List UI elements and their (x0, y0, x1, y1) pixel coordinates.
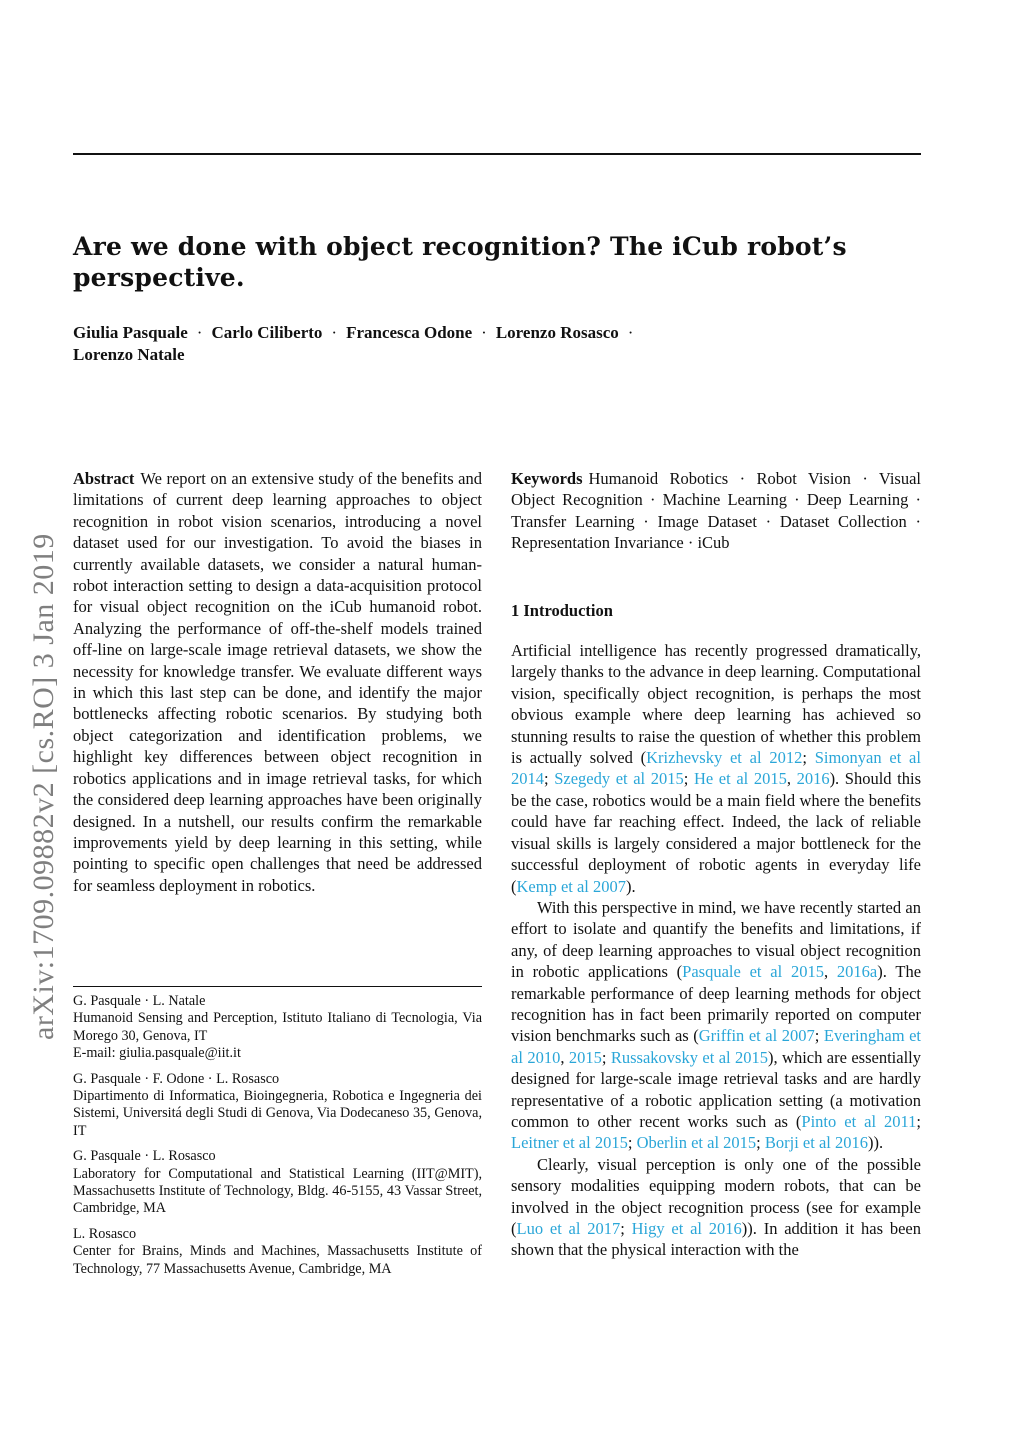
citation-link[interactable]: Borji et al 2016 (764, 1133, 868, 1153)
citation-link[interactable]: Kemp et al 2007 (516, 876, 627, 896)
author: Lorenzo Natale (73, 345, 185, 364)
abstract-label: Abstract (73, 469, 135, 488)
text-run: Clearly, visual perception is only one of the possible sensory modalities equipping modern robots, that can be involved in the object recognition process (see for example ( (511, 1154, 921, 1238)
affiliation-names: L. Rosasco (73, 1225, 137, 1242)
author-separator: · (481, 323, 487, 342)
author: Francesca Odone (346, 323, 473, 342)
citation-link[interactable]: He et al 2015 (693, 769, 787, 789)
text-run: ), which are essentially designed for large-scale image retrieval tasks and are hardly representative of a robotic application setting (a motivation common to other recent works such as ( (511, 1047, 922, 1131)
affiliation-address: Humanoid Sensing and Perception, Istituto Italiano di Tecnologia, Via Morego 30, Genova, IT (73, 1010, 482, 1044)
citation-link[interactable]: Higy et al 2016 (631, 1219, 742, 1238)
author: Giulia Pasquale (73, 323, 188, 342)
affiliation-address: Center for Brains, Minds and Machines, Massachusetts Institute of Technology, 77 Massachusetts Avenue, Cambridge, MA (73, 1243, 482, 1277)
citation-link[interactable]: Everingham et al 2010 (511, 1026, 922, 1067)
text-run: ; (756, 1133, 765, 1153)
affiliation-address: Dipartimento di Informatica, Bioingegneria, Robotica e Ingegneria dei Sistemi, Universitá degli Studi di Genova, Via Dodecaneso 35, Genova, IT (73, 1088, 482, 1139)
citation-link[interactable]: 2016a (836, 962, 878, 982)
author-separator: · (627, 323, 634, 342)
affiliations (73, 993, 482, 1286)
citation-link[interactable]: Russakovsky et al 2015 (610, 1047, 769, 1067)
intro-paragraph-3 (511, 1154, 921, 1261)
keywords-block (511, 468, 921, 554)
citation-link[interactable]: Luo et al 2017 (516, 1219, 621, 1238)
affiliation (73, 1071, 482, 1141)
author-separator: · (331, 323, 338, 342)
text-run: ). (626, 876, 636, 896)
citation-link[interactable]: Simonyan et al 2014 (511, 748, 921, 789)
citation-link[interactable]: Oberlin et al 2015 (636, 1133, 757, 1153)
text-run: ). Should this be the case, robotics would be a main field where the benefits could have far reaching effect. Indeed, the lack of reliable visual skills is largely considered a major bottleneck for the successful deployment of robotic agents in everyday life ( (511, 769, 921, 896)
citation-link[interactable]: 2016 (796, 769, 830, 789)
citation-link[interactable]: Leitner et al 2015 (511, 1133, 628, 1153)
citation-link[interactable]: Pinto et al 2011 (801, 1111, 917, 1131)
text-run: , (824, 962, 837, 982)
text-run: Artificial intelligence has recently progressed dramatically, largely thanks to the advance in deep learning. Computational vision, specifically object recognition, is perhaps the most obvious example where deep learning has achieved so stunning results to raise the question of whether this problem is actually solved ( (511, 641, 921, 768)
affiliation-names: G. Pasquale · L. Rosasco (73, 1148, 216, 1165)
affiliation (73, 993, 482, 1063)
keywords-text: Humanoid Robotics · Robot Vision · Visual Object Recognition · Machine Learning · Deep Learning · Transfer Learning · Image Dataset · Dataset Collection · Representation Invariance · iCub (511, 469, 921, 553)
paper-title: Are we done with object recognition? The iCub robot’s perspective. (73, 232, 847, 292)
affiliation (73, 1148, 482, 1218)
author-separator: · (196, 323, 203, 342)
text-run: ; (627, 1133, 637, 1153)
text-run: ; (814, 1026, 824, 1046)
citation-link[interactable]: Szegedy et al 2015 (554, 769, 684, 789)
text-run: ; (544, 769, 555, 789)
text-run: ; (620, 1219, 632, 1238)
abstract-block (73, 468, 482, 896)
affiliation-email: E-mail: giulia.pasquale@iit.it (73, 1045, 241, 1062)
citation-link[interactable]: 2015 (568, 1047, 602, 1067)
text-run: ; (601, 1047, 611, 1067)
keywords-label: Keywords (511, 469, 583, 488)
header-rule (73, 153, 921, 155)
author-list (73, 322, 921, 366)
right-column (511, 468, 921, 1261)
text-run: , (786, 769, 797, 789)
text-run: ; (683, 769, 694, 789)
text-run: )). (867, 1133, 884, 1153)
text-run: , (560, 1047, 569, 1067)
text-run: ; (802, 748, 815, 768)
affiliation-address: Laboratory for Computational and Statistical Learning (IIT@MIT), Massachusetts Institute of Technology, Bldg. 46-5155, 43 Vassar Street, Cambridge, MA (73, 1165, 482, 1217)
intro-paragraph-2 (511, 897, 921, 1154)
affiliation (73, 1226, 482, 1278)
citation-link[interactable]: Griffin et al 2007 (698, 1026, 815, 1046)
text-run: With this perspective in mind, we have recently started an effort to isolate and quantify the benefits and limitations, if any, of deep learning approaches to visual object recognition in robotic applications ( (511, 897, 921, 982)
footnote-rule (73, 986, 482, 987)
citation-link[interactable]: Pasquale et al 2015 (682, 962, 824, 982)
intro-paragraph-1 (511, 640, 921, 897)
text-run: ). The remarkable performance of deep learning methods for object recognition has in fact been primarily reported on computer vision benchmarks such as ( (511, 962, 922, 1046)
text-run: )). In addition it has been shown that the physical interaction with the (511, 1219, 921, 1260)
affiliation-names: G. Pasquale · F. Odone · L. Rosasco (73, 1070, 280, 1087)
abstract-text: We report on an extensive study of the benefits and limitations of current deep learning approaches to object recognition in robot vision scenarios, introducing a novel dataset used for our investigation. To avoid the biases in currently available datasets, we consider a natural human-robot interaction setting to design a data-acquisition protocol for visual object recognition on the iCub humanoid robot. Analyzing the performance of off-the-shelf models trained off-line on large-scale image retrieval datasets, we show the necessity for knowledge transfer. We evaluate different ways in which this last step can be done, and identify the major bottlenecks affecting robotic scenarios. By studying both object categorization and identification problems, we highlight key differences between object recognition in robotics applications and in image retrieval tasks, for which the considered deep learning approaches have been originally designed. In a nutshell, our results confirm the remarkable improvements yield by deep learning in this setting, while pointing to specific open challenges that need be addressed for seamless deployment in robotics. (73, 469, 482, 895)
citation-link[interactable]: Krizhevsky et al 2012 (646, 748, 803, 768)
affiliation-names: G. Pasquale · L. Natale (73, 993, 206, 1009)
arxiv-stamp: arXiv:1709.09882v2 [cs.RO] 3 Jan 2019 (27, 533, 60, 1040)
section-heading: 1 Introduction (511, 600, 613, 620)
text-run: ; (916, 1111, 921, 1131)
author: Lorenzo Rosasco (495, 323, 619, 342)
author: Carlo Ciliberto (211, 323, 323, 342)
